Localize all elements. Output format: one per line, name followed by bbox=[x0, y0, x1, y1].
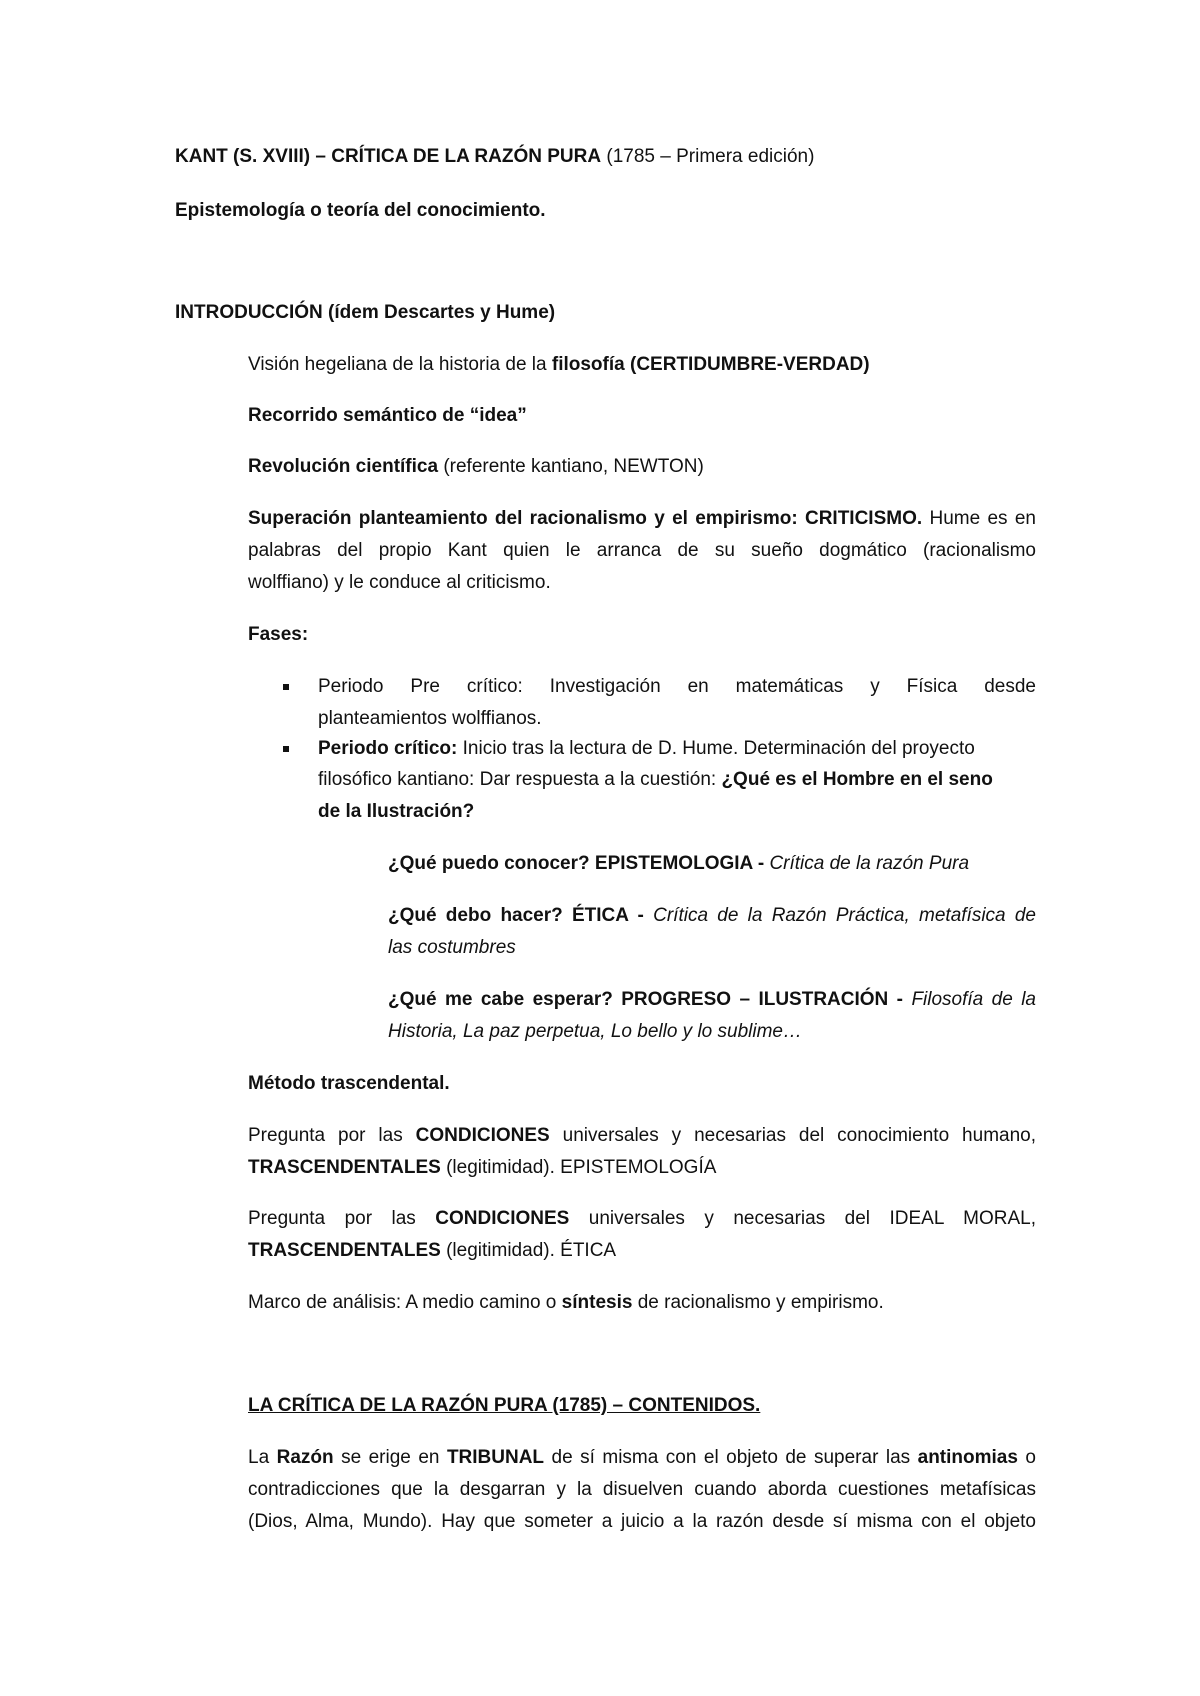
paragraph-1-line-1: Pregunta por las CONDICIONES universales y necesarias del conocimiento humano, bbox=[248, 1125, 1036, 1146]
superacion-line-3: wolffiano) y le conduce al criticismo. bbox=[248, 572, 551, 593]
question-3-line-1: ¿Qué me cabe esperar? PROGRESO – ILUSTRACIÓN - Filosofía de la bbox=[388, 989, 1036, 1010]
document-subtitle: Epistemología o teoría del conocimiento. bbox=[175, 200, 546, 221]
section2-line-3: (Dios, Alma, Mundo). Hay que someter a juicio a la razón desde sí misma con el objeto bbox=[248, 1511, 1036, 1532]
recorrido-line: Recorrido semántico de “idea” bbox=[248, 405, 527, 426]
document-title bbox=[175, 142, 814, 172]
section2-line-1: La Razón se erige en TRIBUNAL de sí misma con el objeto de superar las antinomias o bbox=[248, 1447, 1036, 1468]
marco-line: Marco de análisis: A medio camino o síntesis de racionalismo y empirismo. bbox=[248, 1292, 884, 1313]
revolucion-line: Revolución científica (referente kantiano, NEWTON) bbox=[248, 456, 704, 477]
title-edition: (1785 – Primera edición) bbox=[601, 146, 815, 167]
question-3-line-2: Historia, La paz perpetua, Lo bello y lo sublime… bbox=[388, 1021, 803, 1042]
fases-label: Fases: bbox=[248, 624, 309, 645]
superacion-line-1: Superación planteamiento del racionalismo y el empirismo: CRITICISMO. Hume es en bbox=[248, 508, 1036, 529]
metodo-heading: Método trascendental. bbox=[248, 1073, 450, 1094]
intro-heading: INTRODUCCIÓN (ídem Descartes y Hume) bbox=[175, 302, 556, 323]
question-1: ¿Qué puedo conocer? EPISTEMOLOGIA - Crítica de la razón Pura bbox=[388, 853, 970, 874]
fase1-line-1: Periodo Pre crítico: Investigación en matemáticas y Física desde bbox=[318, 676, 1036, 697]
superacion-line-2: palabras del propio Kant quien le arranca de su sueño dogmático (racionalismo bbox=[248, 540, 1036, 561]
fase1-line-2: planteamientos wolffianos. bbox=[318, 708, 542, 729]
fase2-line-3: de la Ilustración? bbox=[318, 801, 475, 822]
section2-line-2: contradicciones que la desgarran y la disuelven cuando aborda cuestiones metafísicas bbox=[248, 1479, 1036, 1500]
section2-heading: LA CRÍTICA DE LA RAZÓN PURA (1785) – CONTENIDOS. bbox=[248, 1395, 761, 1416]
fase2-line-2: filosófico kantiano: Dar respuesta a la cuestión: ¿Qué es el Hombre en el seno bbox=[318, 769, 993, 790]
paragraph-1-line-2: TRASCENDENTALES (legitimidad). EPISTEMOLOGÍA bbox=[248, 1157, 717, 1178]
question-2-line-2: las costumbres bbox=[388, 937, 516, 958]
paragraph-2-line-1: Pregunta por las CONDICIONES universales y necesarias del IDEAL MORAL, bbox=[248, 1208, 1036, 1229]
title-bold: KANT (S. XVIII) – CRÍTICA DE LA RAZÓN PURA bbox=[175, 146, 602, 167]
vision-line: Visión hegeliana de la historia de la filosofía (CERTIDUMBRE-VERDAD) bbox=[248, 354, 870, 375]
fase2-line-1: Periodo crítico: Inicio tras la lectura de D. Hume. Determinación del proyecto bbox=[318, 738, 975, 759]
bullet-icon bbox=[283, 746, 289, 752]
bullet-icon bbox=[283, 684, 289, 690]
question-2-line-1: ¿Qué debo hacer? ÉTICA - Crítica de la Razón Práctica, metafísica de bbox=[388, 905, 1036, 926]
paragraph-2-line-2: TRASCENDENTALES (legitimidad). ÉTICA bbox=[248, 1240, 617, 1261]
